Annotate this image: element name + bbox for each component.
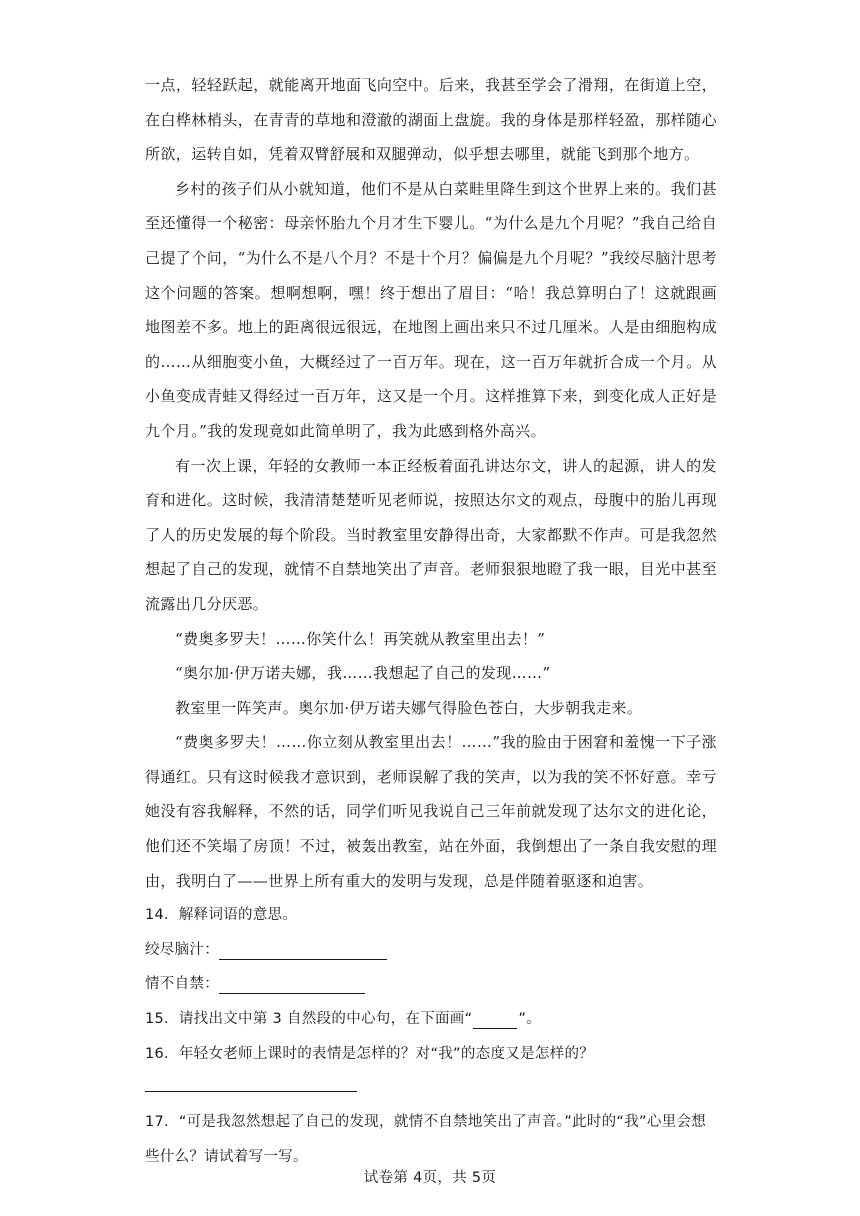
term-label: 绞尽脑汁： bbox=[145, 941, 219, 958]
question-14: 14．解释词语的意思。 bbox=[145, 907, 298, 924]
term-label: 情不自禁： bbox=[145, 976, 219, 993]
question-15 bbox=[145, 1002, 717, 1037]
passage-paragraph-2: 乡村的孩子们从小就知道，他们不是从白菜畦里降生到这个世界上来的。我们甚至还懂得一个秘密：母亲怀胎九个月才生下婴儿。“为什么是九个月呢？”我自己给自己提了个问，“为什么不是八个月？不是十个月？偏偏是九个月呢？”我绞尽脑汁思考这个问题的答案。想啊想啊，嘿！终于想出了眉目：“哈！我总算明白了！这就跟画地图差不多。地上的距离很远很远，在地图上画出来只不过几厘米。人是由细胞构成的……从细胞变小鱼，大概经过了一百万年。现在，这一百万年就折合成一个月。从小鱼变成青蛙又得经过一百万年，这又是一个月。这样推算下来，到变化成人正好是九个月。”我的发现竟如此简单明了，我为此感到格外高兴。 bbox=[145, 179, 717, 440]
question-15-text: 15．请找出文中第 3 自然段的中心句，在下面画“ bbox=[145, 1011, 473, 1028]
passage-paragraph-4: “费奥多罗夫！……你笑什么！再笑就从教室里出去！” bbox=[175, 629, 546, 648]
passage-paragraph-5: “奥尔加·伊万诺夫娜，我……我想起了自己的发现……” bbox=[175, 664, 551, 683]
question-17: 17．“可是我忽然想起了自己的发现，就情不自禁地笑出了声音。”此时的“我”心里会想些什么？请试着写一写。 bbox=[145, 1114, 707, 1165]
answer-blank[interactable] bbox=[219, 973, 365, 994]
exam-page bbox=[145, 68, 717, 1174]
passage-paragraph-1: 一点，轻轻跃起，就能离开地面飞向空中。后来，我甚至学会了滑翔，在街道上空，在白桦林梢头，在青青的草地和澄澈的湖面上盘旋。我的身体是那样轻盈，那样随心所欲，运转自如，凭着双臂舒展和双腿弹动，似乎想去哪里，就能飞到那个地方。 bbox=[145, 76, 717, 164]
passage-paragraph-7: “费奥多罗夫！……你立刻从教室里出去！……”我的脸由于困窘和羞愧一下子涨得通红。只有这时候我才意识到，老师误解了我的笑声，以为我的笑不怀好意。幸亏她没有容我解释，不然的话，同学们听见我说自己三年前就发现了达尔文的进化论，他们还不笑塌了房顶！不过，被轰出教室，站在外面，我倒想出了一条自我安慰的理由，我明白了——世界上所有重大的发明与发现，总是伴随着驱逐和迫害。 bbox=[145, 733, 717, 890]
page-footer: 试卷第 4页，共 5页 bbox=[363, 1170, 497, 1186]
question-14-item-a bbox=[145, 933, 717, 968]
underline-sample bbox=[473, 1008, 517, 1029]
answer-line[interactable] bbox=[145, 1071, 357, 1092]
question-15-text-end: ”。 bbox=[518, 1011, 542, 1028]
passage-paragraph-3: 有一次上课，年轻的女教师一本正经板着面孔讲达尔文，讲人的起源，讲人的发育和进化。这时候，我清清楚楚听见老师说，按照达尔文的观点，母腹中的胎儿再现了人的历史发展的每个阶段。当时教室里安静得出奇，大家都默不作声。可是我忽然想起了自己的发现，就情不自禁地笑出了声音。老师狠狠地瞪了我一眼，目光中甚至流露出几分厌恶。 bbox=[145, 456, 717, 613]
passage-paragraph-6: 教室里一阵笑声。奥尔加·伊万诺夫娜气得脸色苍白，大步朝我走来。 bbox=[175, 698, 643, 717]
question-16: 16．年轻女老师上课时的表情是怎样的？对“我”的态度又是怎样的？ bbox=[145, 1045, 595, 1062]
question-14-item-b bbox=[145, 967, 717, 1002]
answer-blank[interactable] bbox=[219, 939, 387, 960]
